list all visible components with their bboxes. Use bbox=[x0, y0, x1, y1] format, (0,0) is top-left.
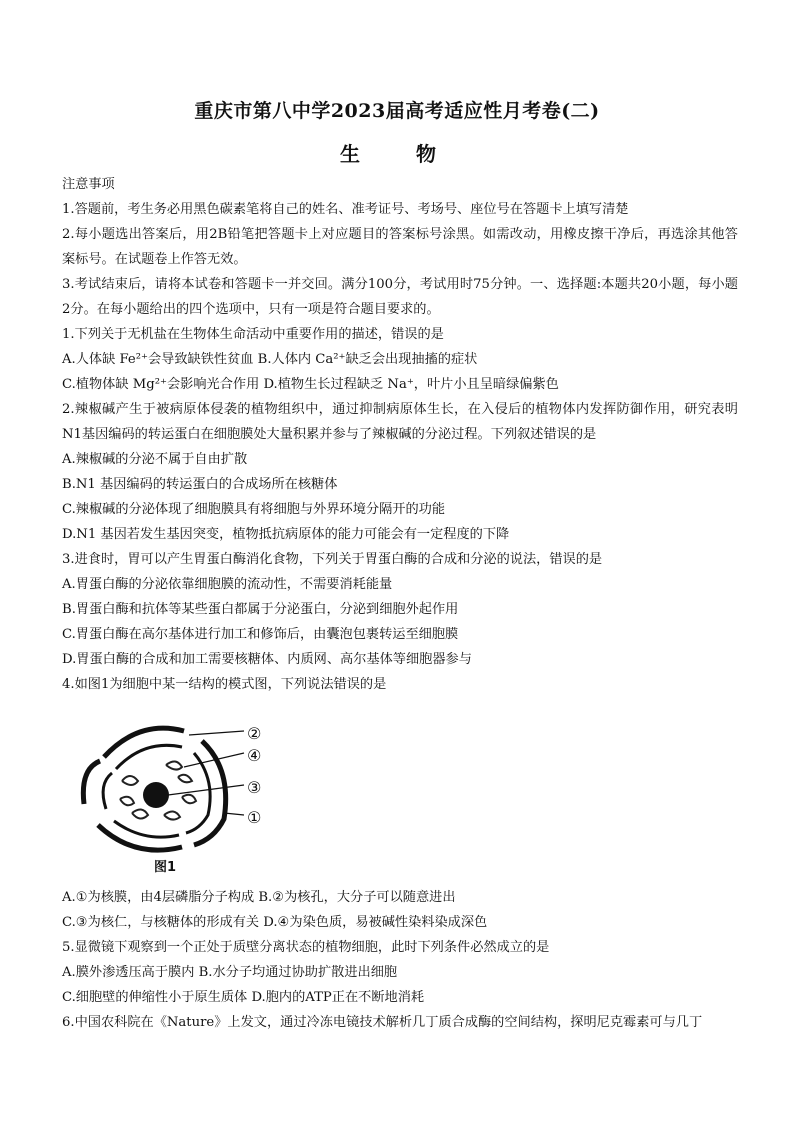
question-5-options-cd: C.细胞壁的伸缩性小于原生质体 D.胞内的ATP正在不断地消耗 bbox=[62, 990, 425, 1005]
figure-caption: 图1 bbox=[154, 860, 177, 875]
inner-membrane-arc-bottom bbox=[114, 821, 179, 837]
exam-body bbox=[62, 172, 738, 1035]
outer-membrane-arc-left bbox=[83, 761, 100, 804]
notice-item-3: 3.考试结束后，请将本试卷和答题卡一并交回。满分100分，考试用时75分钟。一、选择题:本题共20小题，每小题2分。在每小题给出的四个选项中，只有一项是符合题目要求的。 bbox=[62, 277, 738, 317]
inner-membrane-arc-right bbox=[186, 753, 210, 833]
outer-membrane-arc-top bbox=[104, 728, 184, 757]
question-4-options-cd: C.③为核仁，与核糖体的形成有关 D.④为染色质，易被碱性染料染成深色 bbox=[62, 915, 488, 930]
question-4-stem: 4.如图1为细胞中某一结构的模式图，下列说法错误的是 bbox=[62, 677, 387, 692]
question-3-option-d: D.胃蛋白酶的合成和加工需要核糖体、内质网、高尔基体等细胞器参与 bbox=[62, 652, 472, 667]
question-5-options-ab: A.膜外渗透压高于膜内 B.水分子均通过协助扩散进出细胞 bbox=[62, 965, 398, 980]
question-2-option-b: B.N1 基因编码的转运蛋白的合成场所在核糖体 bbox=[62, 477, 338, 492]
chromatin-right bbox=[164, 761, 196, 819]
question-2-option-a: A.辣椒碱的分泌不属于自由扩散 bbox=[62, 452, 248, 467]
figure-label-1: ① bbox=[247, 808, 262, 827]
question-3-option-a: A.胃蛋白酶的分泌依靠细胞膜的流动性，不需要消耗能量 bbox=[62, 577, 393, 592]
question-2-option-d: D.N1 基因若发生基因突变，植物抵抗病原体的能力可能会有一定程度的下降 bbox=[62, 527, 510, 542]
leader-line-3 bbox=[168, 785, 244, 795]
leader-line-2 bbox=[189, 731, 244, 735]
question-3-option-c: C.胃蛋白酶在高尔基体进行加工和修饰后，由囊泡包裹转运至细胞膜 bbox=[62, 627, 459, 642]
question-2-option-c: C.辣椒碱的分泌体现了细胞膜具有将细胞与外界环境分隔开的功能 bbox=[62, 502, 446, 517]
question-6-stem: 6.中国农科院在《Nature》上发文，通过冷冻电镜技术解析几丁质合成酶的空间结构，探明尼克霉素可与几丁 bbox=[62, 1015, 703, 1030]
question-2-stem: 2.辣椒碱产生于被病原体侵袭的植物组织中，通过抑制病原体生长，在入侵后的植物体内发挥防御作用，研究表明N1基因编码的转运蛋白在细胞膜处大量积累并参与了辣椒碱的分泌过程。下列叙述错误的是 bbox=[62, 402, 738, 442]
question-1-options-ab: A.人体缺 Fe²⁺会导致缺铁性贫血 B.人体内 Ca²⁺缺乏会出现抽搐的症状 bbox=[62, 352, 478, 367]
inner-membrane-arc-top bbox=[116, 745, 182, 769]
nucleus-diagram bbox=[64, 709, 284, 879]
notice-item-2: 2.每小题选出答案后，用2B铅笔把答题卡上对应题目的答案标号涂黑。如需改动，用橡皮擦干净后，再选涂其他答案标号。在试题卷上作答无效。 bbox=[62, 227, 738, 267]
inner-membrane-arc-left bbox=[103, 773, 112, 809]
question-5-stem: 5.显微镜下观察到一个正处于质壁分离状态的植物细胞，此时下列条件必然成立的是 bbox=[62, 940, 550, 955]
question-3-option-b: B.胃蛋白酶和抗体等某些蛋白都属于分泌蛋白，分泌到细胞外起作用 bbox=[62, 602, 459, 617]
notice-item-1: 1.答题前，考生务必用黑色碳素笔将自己的姓名、准考证号、考场号、座位号在答题卡上填写清楚 bbox=[62, 202, 629, 217]
figure-label-2: ② bbox=[247, 724, 262, 743]
nucleolus bbox=[143, 782, 169, 808]
subject-title: 生 物 bbox=[340, 142, 454, 166]
exam-title: 重庆市第八中学2023届高考适应性月考卷(二) bbox=[194, 100, 600, 122]
notice-heading: 注意事项 bbox=[62, 177, 115, 192]
figure-label-4: ④ bbox=[247, 746, 262, 765]
question-1-stem: 1.下列关于无机盐在生物体生命活动中重要作用的描述，错误的是 bbox=[62, 327, 444, 342]
question-3-stem: 3.进食时，胃可以产生胃蛋白酶消化食物，下列关于胃蛋白酶的合成和分泌的说法，错误的是 bbox=[62, 552, 603, 567]
figure-label-3: ③ bbox=[247, 778, 262, 797]
question-1-options-cd: C.植物体缺 Mg²⁺会影响光合作用 D.植物生长过程缺乏 Na⁺，叶片小且呈暗绿偏紫色 bbox=[62, 377, 559, 392]
question-4-options-ab: A.①为核膜，由4层磷脂分子构成 B.②为核孔，大分子可以随意进出 bbox=[62, 890, 456, 905]
